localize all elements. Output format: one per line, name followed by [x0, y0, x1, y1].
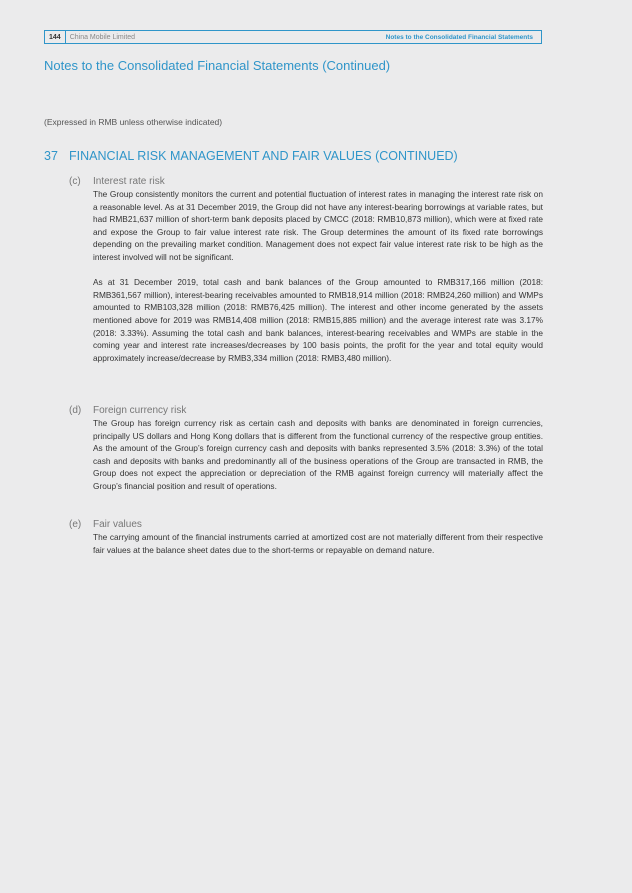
paragraph: The carrying amount of the financial instruments carried at amortized cost are not materially different from their respective fair values at the balance sheet dates due to the short-terms or repayable on demand nature.: [93, 532, 543, 555]
section-number: 37: [44, 149, 58, 163]
subsection-title: Fair values: [93, 519, 142, 530]
paragraph: As at 31 December 2019, total cash and bank balances of the Group amounted to RMB317,166 million (2018: RMB361,567 million), interest-bearing receivables amounted to RMB18,914 million (2018: RMB24,260 million) and WMPs amounted to RMB103,328 million (2018: RMB76,425 million). The interest and other income generated by the assets mentioned above for 2019 was RMB14,408 million (2018: RMB15,885 million) and the average interest rate was 3.17% (2018: 3.33%). Assuming the total cash and bank balances, interest-bearing receivables and WMPs are stable in the coming year and interest rate increases/decreases by 100 basis points, the profit for the year and total equity would approximately increase/decrease by RMB3,334 million (2018: RMB3,480 million).: [93, 277, 543, 363]
subsection-letter: (e): [69, 519, 82, 530]
page-title: Notes to the Consolidated Financial Statements (Continued): [44, 58, 391, 73]
currency-note: (Expressed in RMB unless otherwise indicated): [44, 117, 223, 127]
header-section-title: Notes to the Consolidated Financial Statements: [385, 33, 533, 41]
page-number: 144: [45, 31, 66, 43]
subsection-foreign-currency-risk: [69, 405, 543, 493]
subsection-title: Interest rate risk: [93, 176, 165, 187]
subsection-heading: [69, 519, 543, 531]
running-header: [44, 30, 542, 44]
section-title: FINANCIAL RISK MANAGEMENT AND FAIR VALUES (CONTINUED): [69, 149, 458, 163]
subsection-letter: (c): [69, 176, 81, 187]
section-heading: [44, 149, 458, 163]
paragraph: The Group has foreign currency risk as certain cash and deposits with banks are denominated in foreign currencies, principally US dollars and Hong Kong dollars that is different from the functional currency of the respective group entities. As the amount of the Group’s foreign currency cash and deposits with banks represented 3.5% (2018: 3.3%) of the total cash and deposits with banks and predominantly all of the business operations of the Group are transacted in RMB, the Group does not expect the appreciation or depreciation of the RMB against foreign currency will materially affect the Group’s financial position and result of operations.: [93, 418, 543, 491]
paragraph: The Group consistently monitors the current and potential fluctuation of interest rates in managing the interest rate risk on a reasonable level. As at 31 December 2019, the Group did not have any interest-bearing borrowings at variable rates, but had RMB21,637 million of short-term bank deposits placed by CMCC (2018: RMB10,873 million), which were at fixed rate and expose the Group to fair value interest rate risk. The Group determines the amount of its fixed rate borrowings depending on the prevailing market condition. Management does not expect fair value interest rate risk to be high as the interest involved will not be significant.: [93, 189, 543, 262]
subsection-letter: (d): [69, 405, 82, 416]
company-name: China Mobile Limited: [69, 33, 136, 41]
subsection-interest-rate-risk: [69, 176, 543, 364]
subsection-heading: [69, 405, 543, 417]
subsection-heading: [69, 176, 543, 188]
subsection-fair-values: [69, 519, 543, 556]
subsection-title: Foreign currency risk: [93, 405, 187, 416]
